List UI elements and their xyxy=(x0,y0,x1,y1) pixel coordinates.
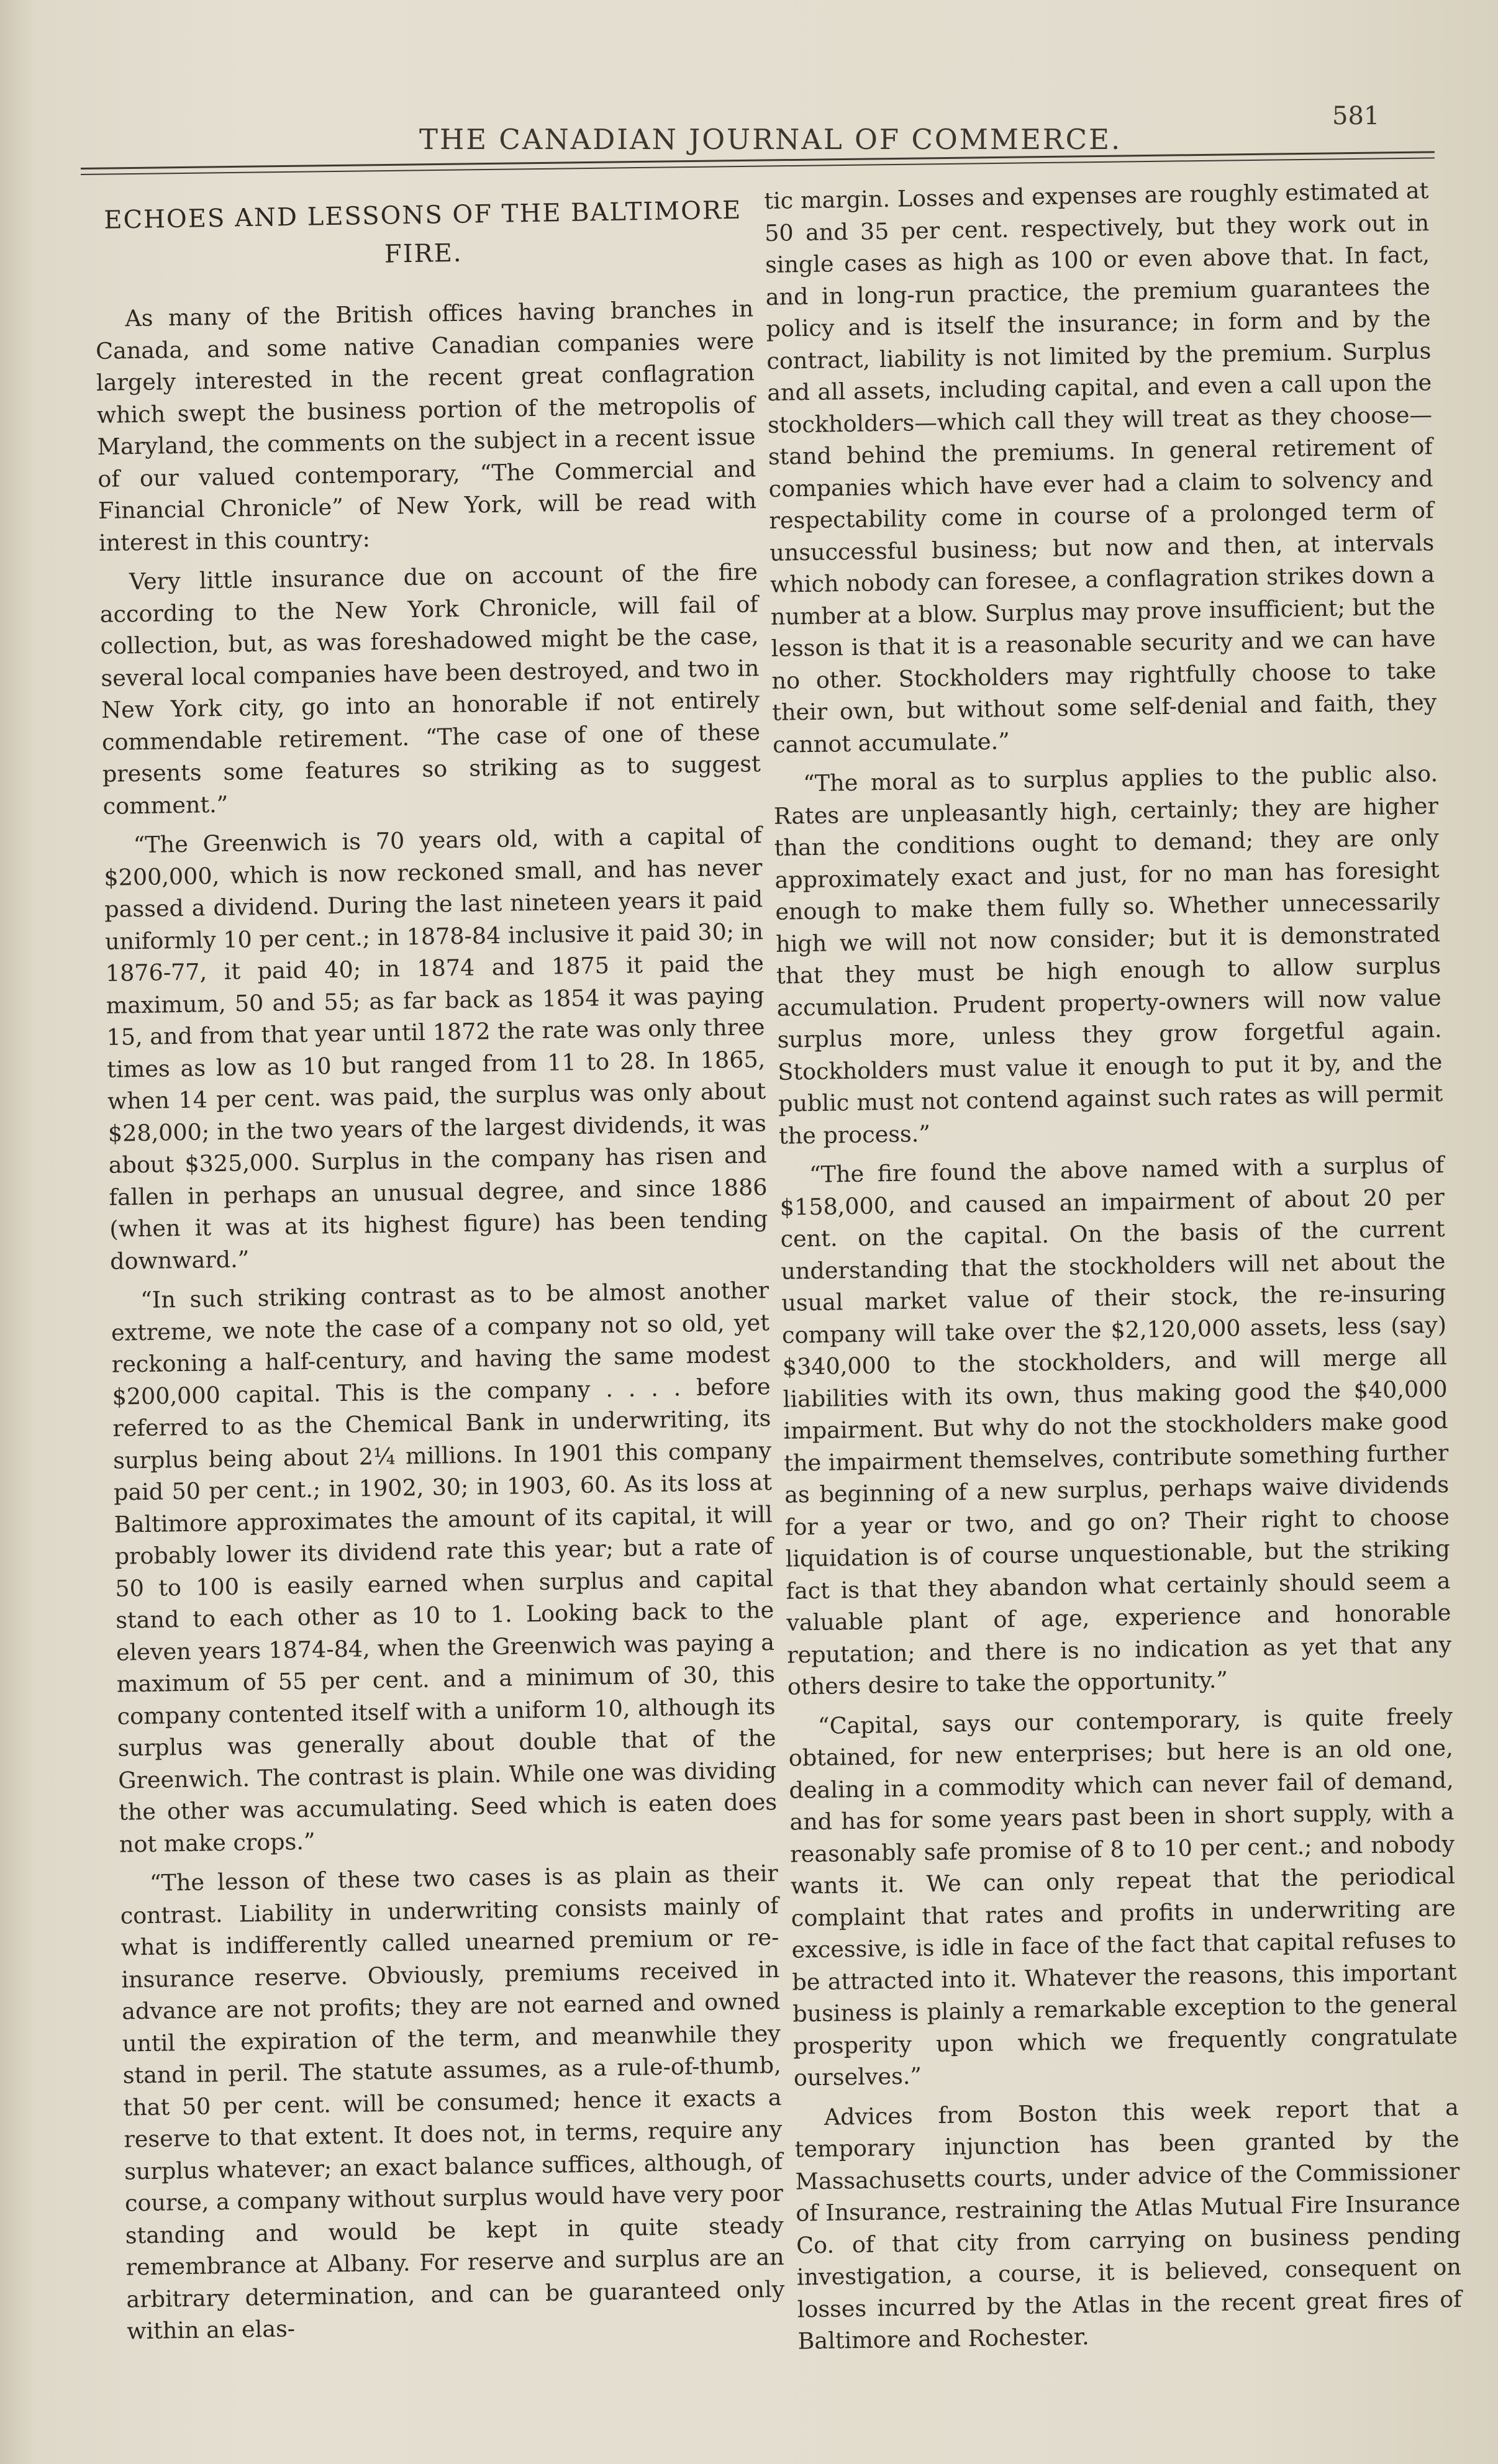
article-title-line-2: FIRE. xyxy=(384,238,463,269)
paragraph: “Capital, says our contemporary, is quite freely obtained, for new enterprises; but here is an old one, dealing in a commodity which can never fail of demand, and has for some years past been in short supply, with a reasonably safe promise of 8 to 10 per cent.; and nobody wants it. We can only repeat that the periodical complaint that rates and profits in underwriting are excessive, is idle in face of the fact that capital refuses to be attracted into it. Whatever the reasons, this important business is plainly a remarkable exception to the general prosperity upon which we frequently congratulate ourselves.” xyxy=(788,1702,1458,2091)
article-title xyxy=(93,191,753,278)
article-title-line-1: ECHOES AND LESSONS OF THE BALTIMORE xyxy=(103,196,742,235)
right-column xyxy=(764,174,1463,2365)
page-header xyxy=(81,93,1435,168)
paragraph: “In such striking contrast as to be almost another extreme, we note the case of a company not so old, yet reckoning a half-century, and having the same modest $200,000 capital. This is the company . . . . before referred to as the Chemical Bank in underwriting, its surplus being about 2¼ millions. In 1901 this company paid 50 per cent.; in 1902, 30; in 1903, 60. As its loss at Baltimore approximates the amount of its capital, it will probably lower its dividend rate this year; but a rate of 50 to 100 is easily earned when surplus and capital stand to each other as 10 to 1. Looking back to the eleven years 1874-84, when the Greenwich was paying a maximum of 55 per cent. and a minimum of 30, this company contented itself with a uniform 10, although its surplus was generally about double that of the Greenwich. The contrast is plain. While one was dividing the other was accumulating. Seed which is eaten does not make crops.” xyxy=(111,1277,778,1858)
left-column xyxy=(93,176,786,2355)
paragraph: As many of the British offices having branches in Canada, and some native Canadian companies were largely interested in the recent great conflagration which swept the business portion of the metropolis of Maryland, the comments on the subject in a recent issue of our valued contemporary, “The Commercial and Financial Chronicle” of New York, will be read with interest in this country: xyxy=(95,295,757,556)
paragraph: Advices from Boston this week report that a temporary injunction has been granted by the Massachusetts courts, under advice of the Commissioner of Insurance, restraining the Atlas Mutual Fire Insurance Co. of that city from carrying on business pending investigation, a course, it is believed, consequent on losses incurred by the Atlas in the recent great fires of Baltimore and Rochester. xyxy=(794,2093,1462,2355)
paragraph: “The lesson of these two cases is as plain as their contrast. Liability in underwriting consists mainly of what is indifferently called unearned premium or re-insurance reserve. Obviously, premiums received in advance are not profits; they are not earned and owned until the expiration of the term, and meanwhile they stand in peril. The statute assumes, as a rule-of-thumb, that 50 per cent. will be consumed; hence it exacts a reserve to that extent. It does not, in terms, require any surplus whatever; an exact balance suffices, although, of course, a company without surplus would have very poor standing and would be kept in quite steady remembrance at Albany. For reserve and surplus are an arbitrary determination, and can be guaranteed only within an elas- xyxy=(120,1860,785,2345)
paragraph: “The fire found the above named with a surplus of $158,000, and caused an impairment of about 20 per cent. on the capital. On the basis of the current understanding that the stockholders will net about the usual market value of their stock, the re-insuring company will take over the $2,120,000 assets, less (say) $340,000 to the stockholders, and will merge all liabilities with its own, thus making good the $40,000 impairment. But why do not the stockholders make good the impairment themselves, contribute something further as beginning of a new surplus, perhaps waive dividends for a year or two, and go on? Their right to choose liquidation is of course unquestionable, but the striking fact is that they abandon what certainly should seem a valuable plant of age, experience and honorable reputation; and there is no indication as yet that any others desire to take the opportunity.” xyxy=(779,1151,1452,1700)
page-number: 581 xyxy=(1332,102,1380,130)
paragraph: “The Greenwich is 70 years old, with a capital of $200,000, which is now reckoned small, and has never passed a dividend. During the last nineteen years it paid uniformly 10 per cent.; in 1878-84 inclusive it paid 30; in 1876-77, it paid 40; in 1874 and 1875 it paid the maximum, 50 and 55; as far back as 1854 it was paying 15, and from that year until 1872 the rate was only three times as low as 10 but ranged from 11 to 28. In 1865, when 14 per cent. was paid, the surplus was only about $28,000; in the two years of the largest dividends, it was about $325,000. Surplus in the company has risen and fallen in perhaps an unusual degree, and since 1886 (when it was at its highest figure) has been tending downward.” xyxy=(104,822,768,1275)
paragraph-continued: tic margin. Losses and expenses are roughly estimated at 50 and 35 per cent. respectively, but they work out in single cases as high as 100 or even above that. In fact, and in long-run practice, the premium guarantees the policy and is itself the insurance; in form and by the contract, liability is not limited by the premium. Surplus and all assets, including capital, and even a call upon the stockholders—which call they will treat as they choose—stand behind the premiums. In general retirement of companies which have ever had a claim to solvency and respectability come in course of a prolonged term of unsuccessful business; but now and then, at intervals which nobody can foresee, a conflagration strikes down a number at a blow. Surplus may prove insufficient; but the lesson is that it is a reasonable security and we can have no other. Stockholders may rightfully choose to take their own, but without some self-denial and faith, they cannot accumulate.” xyxy=(764,177,1437,758)
journal-title: THE CANADIAN JOURNAL OF COMMERCE. xyxy=(419,123,1122,156)
paragraph: “The moral as to surplus applies to the public also. Rates are unpleasantly high, certainly; they are higher than the conditions ought to demand; they are only approximately exact and just, for no man has foresight enough to make them fully so. Whether unnecessarily high we will not now consider; but it is demonstrated that they must be high enough to allow surplus accumulation. Prudent property-owners will now value surplus more, unless they grow forgetful again. Stockholders must value it enough to put it by, and the public must not contend against such rates as will permit the process.” xyxy=(773,760,1443,1149)
paragraph: Very little insurance due on account of the fire according to the New York Chronicle, will fail of collection, but, as was foreshadowed might be the case, several local companies have been destroyed, and two in New York city, go into an honorable if not entirely commendable retirement. “The case of one of these presents some features so striking as to suggest comment.” xyxy=(99,558,761,820)
